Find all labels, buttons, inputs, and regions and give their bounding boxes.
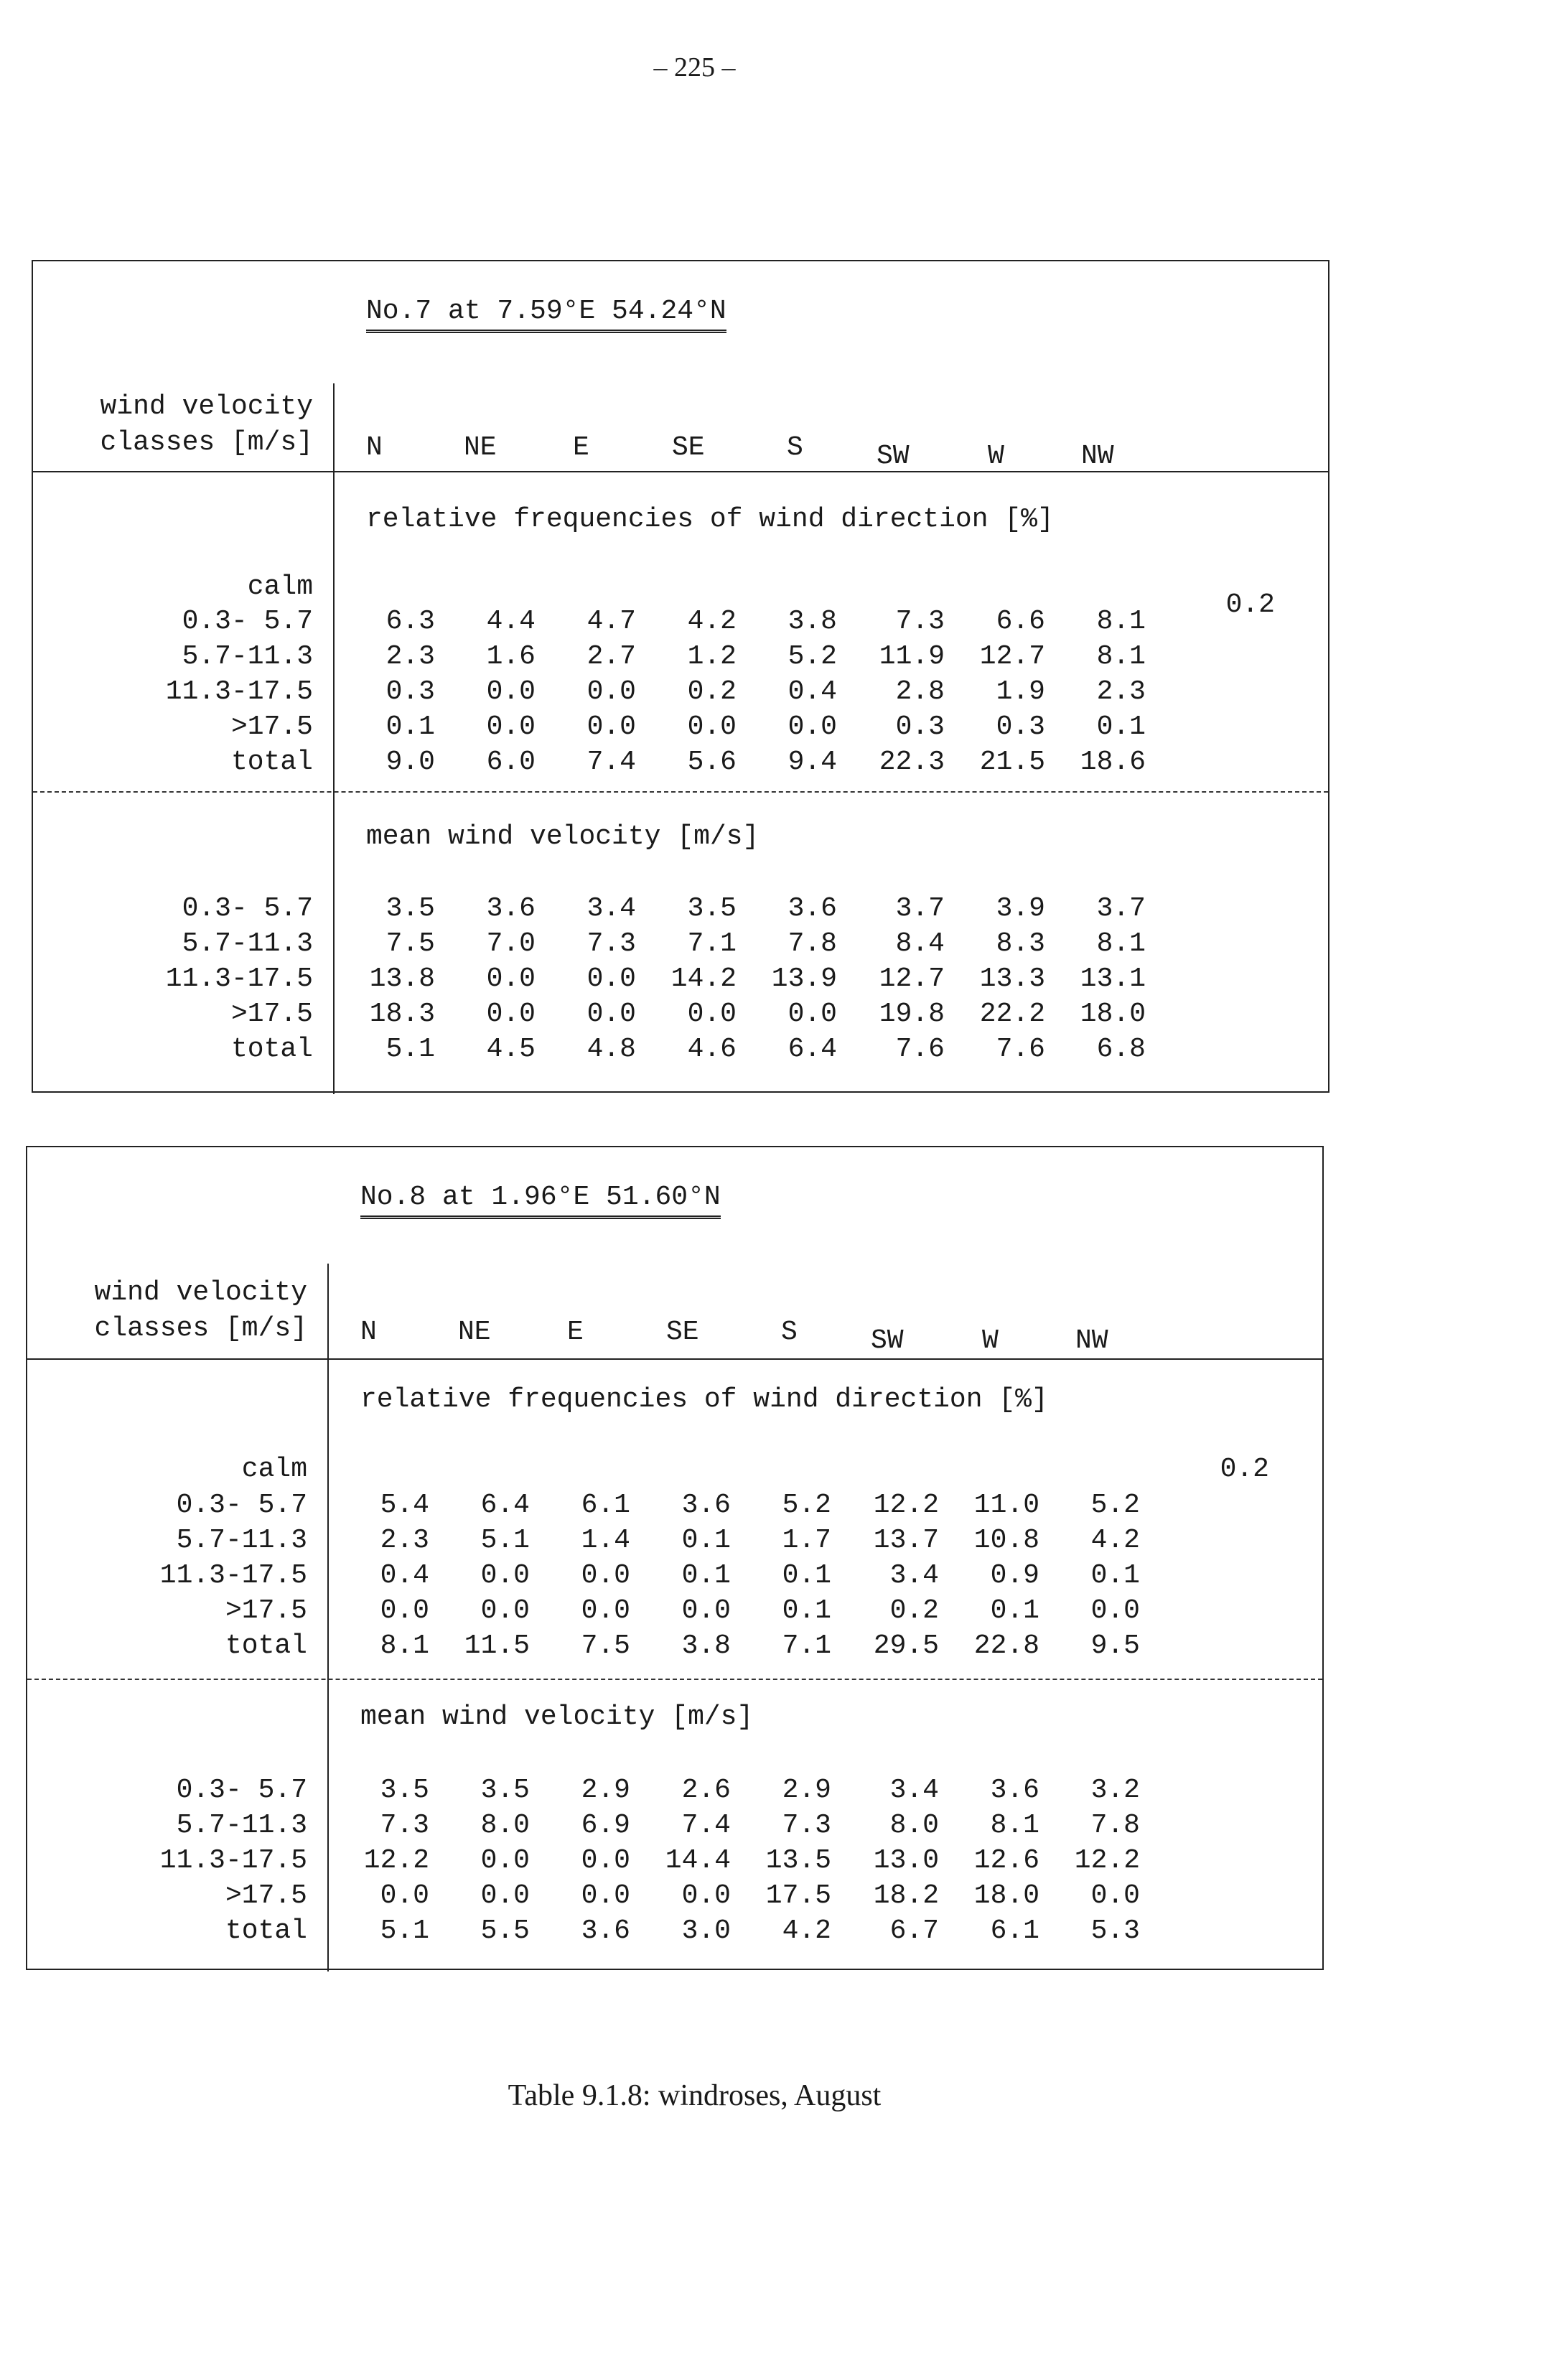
table-cell: 7.8 [1090, 1810, 1140, 1841]
table-cell: 4.2 [687, 606, 737, 637]
column-divider [327, 1264, 329, 1971]
table-cell: 6.9 [581, 1810, 630, 1841]
row-label: 5.7-11.3 [176, 1525, 307, 1556]
table-cell: 0.0 [687, 711, 737, 742]
table-cell: 1.4 [581, 1525, 630, 1556]
station-title: No.8 at 1.96°E 51.60°N [360, 1182, 721, 1219]
table-cell: 19.8 [879, 999, 945, 1030]
direction-header: NE [464, 432, 497, 463]
direction-header: N [360, 1317, 377, 1348]
velocity-class-label: wind velocity classes [m/s] [100, 391, 313, 458]
table-cell: 7.1 [782, 1630, 831, 1661]
table-cell: 6.8 [1096, 1034, 1146, 1065]
table-cell: 13.8 [369, 963, 435, 994]
table-cell: 4.2 [782, 1915, 831, 1946]
table-caption: Table 9.1.8: windroses, August [508, 2079, 882, 2112]
table-cell: 0.0 [480, 1560, 530, 1591]
table-cell: 4.2 [1090, 1525, 1140, 1556]
table-cell: 5.6 [687, 747, 737, 778]
table-cell: 12.2 [363, 1845, 429, 1876]
row-label: 11.3-17.5 [159, 1845, 307, 1876]
table-cell: 3.6 [486, 893, 536, 924]
table-cell: 5.2 [782, 1490, 831, 1521]
table-cell: 0.1 [681, 1525, 731, 1556]
table-cell: 0.0 [480, 1595, 530, 1626]
table-cell: 22.3 [879, 747, 945, 778]
header-rule [33, 471, 1328, 472]
table-cell: 0.0 [486, 676, 536, 707]
row-label: >17.5 [230, 999, 313, 1030]
table-cell: 4.7 [586, 606, 636, 637]
column-divider [333, 383, 335, 1094]
row-label: 0.3- 5.7 [176, 1775, 307, 1806]
table-cell: 7.3 [895, 606, 945, 637]
direction-header: E [567, 1317, 584, 1348]
table-cell: 7.1 [687, 928, 737, 959]
table-cell: 0.0 [586, 711, 636, 742]
table-cell: 0.0 [586, 963, 636, 994]
station-table-no8 [26, 1146, 1324, 1970]
table-cell: 9.4 [787, 747, 837, 778]
table-cell: 13.5 [765, 1845, 831, 1876]
calm-label: calm [241, 1454, 307, 1485]
row-label: 0.3- 5.7 [182, 893, 313, 924]
table-cell: 0.1 [782, 1560, 831, 1591]
row-label: >17.5 [225, 1595, 307, 1626]
table-cell: 22.2 [979, 999, 1045, 1030]
table-cell: 3.6 [581, 1915, 630, 1946]
table-cell: 4.8 [586, 1034, 636, 1065]
row-label: 5.7-11.3 [176, 1810, 307, 1841]
station-table-no7 [32, 260, 1329, 1093]
table-cell: 18.0 [1080, 999, 1146, 1030]
table-cell: 0.0 [486, 711, 536, 742]
direction-header: NW [1075, 1325, 1108, 1356]
table-cell: 3.9 [996, 893, 1045, 924]
table-cell: 0.3 [996, 711, 1045, 742]
table-cell: 0.0 [480, 1880, 530, 1911]
direction-header: N [366, 432, 383, 463]
table-cell: 7.8 [787, 928, 837, 959]
table-cell: 13.0 [873, 1845, 939, 1876]
table-cell: 11.5 [464, 1630, 530, 1661]
row-label: 5.7-11.3 [182, 641, 313, 672]
table-cell: 12.2 [1074, 1845, 1140, 1876]
table-cell: 4.5 [486, 1034, 536, 1065]
table-cell: 13.3 [979, 963, 1045, 994]
table-cell: 8.1 [1096, 928, 1146, 959]
row-label: 0.3- 5.7 [182, 606, 313, 637]
table-cell: 8.1 [990, 1810, 1039, 1841]
table-cell: 6.6 [996, 606, 1045, 637]
table-cell: 7.3 [380, 1810, 429, 1841]
row-label: total [230, 747, 313, 778]
row-label: >17.5 [230, 711, 313, 742]
mean-velocity-caption: mean wind velocity [m/s] [366, 821, 760, 852]
section-divider [33, 791, 1328, 793]
table-cell: 5.3 [1090, 1915, 1140, 1946]
direction-header: S [787, 432, 803, 463]
table-cell: 8.1 [380, 1630, 429, 1661]
table-cell: 8.1 [1096, 606, 1146, 637]
row-label: 11.3-17.5 [165, 963, 313, 994]
table-cell: 14.4 [665, 1845, 731, 1876]
table-cell: 7.6 [996, 1034, 1045, 1065]
table-cell: 0.0 [581, 1560, 630, 1591]
table-cell: 0.0 [1090, 1880, 1140, 1911]
direction-header: W [988, 441, 1004, 472]
table-cell: 0.0 [380, 1880, 429, 1911]
table-cell: 3.5 [687, 893, 737, 924]
mean-velocity-caption: mean wind velocity [m/s] [360, 1702, 754, 1732]
table-cell: 0.1 [990, 1595, 1039, 1626]
table-cell: 8.0 [480, 1810, 530, 1841]
direction-header: SE [666, 1317, 699, 1348]
table-cell: 2.7 [586, 641, 636, 672]
table-cell: 3.4 [586, 893, 636, 924]
table-cell: 18.2 [873, 1880, 939, 1911]
table-cell: 29.5 [873, 1630, 939, 1661]
table-cell: 0.0 [380, 1595, 429, 1626]
table-cell: 3.7 [1096, 893, 1146, 924]
table-cell: 8.3 [996, 928, 1045, 959]
direction-header: NW [1081, 441, 1114, 472]
table-cell: 0.1 [782, 1595, 831, 1626]
table-cell: 3.4 [889, 1775, 939, 1806]
calm-value: 0.2 [1220, 1454, 1269, 1485]
table-cell: 0.0 [581, 1845, 630, 1876]
table-cell: 11.9 [879, 641, 945, 672]
table-cell: 14.2 [670, 963, 737, 994]
row-label: total [225, 1630, 307, 1661]
table-cell: 0.2 [889, 1595, 939, 1626]
table-cell: 6.4 [480, 1490, 530, 1521]
table-cell: 13.9 [771, 963, 837, 994]
table-cell: 0.4 [787, 676, 837, 707]
table-cell: 8.4 [895, 928, 945, 959]
section-divider [27, 1679, 1322, 1680]
table-cell: 3.0 [681, 1915, 731, 1946]
row-label: 0.3- 5.7 [176, 1490, 307, 1521]
table-cell: 2.6 [681, 1775, 731, 1806]
table-cell: 17.5 [765, 1880, 831, 1911]
row-label: 11.3-17.5 [159, 1560, 307, 1591]
table-cell: 22.8 [973, 1630, 1039, 1661]
direction-header: S [781, 1317, 798, 1348]
table-cell: 4.6 [687, 1034, 737, 1065]
table-cell: 0.0 [586, 676, 636, 707]
station-title: No.7 at 7.59°E 54.24°N [366, 296, 726, 333]
table-cell: 9.5 [1090, 1630, 1140, 1661]
table-cell: 3.6 [990, 1775, 1039, 1806]
table-cell: 3.4 [889, 1560, 939, 1591]
table-cell: 1.9 [996, 676, 1045, 707]
table-cell: 0.1 [385, 711, 435, 742]
table-cell: 18.6 [1080, 747, 1146, 778]
table-cell: 6.3 [385, 606, 435, 637]
table-cell: 0.0 [787, 999, 837, 1030]
table-cell: 11.0 [973, 1490, 1039, 1521]
table-cell: 7.5 [581, 1630, 630, 1661]
table-cell: 2.3 [385, 641, 435, 672]
table-cell: 3.8 [681, 1630, 731, 1661]
table-cell: 3.2 [1090, 1775, 1140, 1806]
table-cell: 0.3 [895, 711, 945, 742]
velocity-class-label: wind velocity classes [m/s] [94, 1277, 307, 1344]
table-cell: 7.4 [586, 747, 636, 778]
table-cell: 2.9 [782, 1775, 831, 1806]
frequency-caption: relative frequencies of wind direction [%] [360, 1384, 1048, 1415]
table-cell: 5.5 [480, 1915, 530, 1946]
table-cell: 2.9 [581, 1775, 630, 1806]
table-cell: 5.2 [1090, 1490, 1140, 1521]
table-cell: 6.4 [787, 1034, 837, 1065]
table-cell: 3.7 [895, 893, 945, 924]
table-cell: 7.5 [385, 928, 435, 959]
table-cell: 3.6 [681, 1490, 731, 1521]
table-cell: 0.4 [380, 1560, 429, 1591]
table-cell: 21.5 [979, 747, 1045, 778]
row-label: >17.5 [225, 1880, 307, 1911]
table-cell: 7.4 [681, 1810, 731, 1841]
table-cell: 4.4 [486, 606, 536, 637]
table-cell: 0.0 [581, 1880, 630, 1911]
row-label: total [230, 1034, 313, 1065]
table-cell: 5.4 [380, 1490, 429, 1521]
table-cell: 8.0 [889, 1810, 939, 1841]
frequency-caption: relative frequencies of wind direction [%] [366, 504, 1054, 535]
table-cell: 5.1 [385, 1034, 435, 1065]
page-number: – 225 – [653, 52, 736, 83]
table-cell: 1.2 [687, 641, 737, 672]
table-cell: 0.9 [990, 1560, 1039, 1591]
table-cell: 0.1 [1090, 1560, 1140, 1591]
table-cell: 10.8 [973, 1525, 1039, 1556]
table-cell: 5.1 [380, 1915, 429, 1946]
table-cell: 1.7 [782, 1525, 831, 1556]
table-cell: 18.3 [369, 999, 435, 1030]
table-cell: 13.1 [1080, 963, 1146, 994]
table-cell: 7.3 [782, 1810, 831, 1841]
table-cell: 12.7 [879, 963, 945, 994]
table-cell: 0.0 [586, 999, 636, 1030]
table-cell: 5.2 [787, 641, 837, 672]
table-cell: 0.0 [687, 999, 737, 1030]
table-cell: 7.6 [895, 1034, 945, 1065]
table-cell: 3.8 [787, 606, 837, 637]
table-cell: 2.3 [380, 1525, 429, 1556]
direction-header: E [573, 432, 589, 463]
direction-header: NE [458, 1317, 491, 1348]
table-cell: 18.0 [973, 1880, 1039, 1911]
table-cell: 0.1 [1096, 711, 1146, 742]
table-cell: 0.0 [681, 1880, 731, 1911]
table-cell: 2.3 [1096, 676, 1146, 707]
table-cell: 5.1 [480, 1525, 530, 1556]
calm-label: calm [247, 571, 313, 602]
table-cell: 3.5 [480, 1775, 530, 1806]
table-cell: 6.1 [581, 1490, 630, 1521]
table-cell: 12.6 [973, 1845, 1039, 1876]
table-cell: 7.3 [586, 928, 636, 959]
table-cell: 0.3 [385, 676, 435, 707]
row-label: 5.7-11.3 [182, 928, 313, 959]
table-cell: 0.0 [1090, 1595, 1140, 1626]
table-cell: 0.0 [581, 1595, 630, 1626]
table-cell: 6.7 [889, 1915, 939, 1946]
table-cell: 3.5 [380, 1775, 429, 1806]
calm-value: 0.2 [1225, 589, 1275, 620]
table-cell: 3.6 [787, 893, 837, 924]
direction-header: SW [871, 1325, 904, 1356]
table-cell: 7.0 [486, 928, 536, 959]
table-cell: 12.2 [873, 1490, 939, 1521]
table-cell: 13.7 [873, 1525, 939, 1556]
table-cell: 6.1 [990, 1915, 1039, 1946]
table-cell: 3.5 [385, 893, 435, 924]
table-cell: 0.0 [486, 963, 536, 994]
table-cell: 0.0 [486, 999, 536, 1030]
table-cell: 2.8 [895, 676, 945, 707]
table-cell: 9.0 [385, 747, 435, 778]
direction-header: W [982, 1325, 999, 1356]
table-cell: 0.0 [787, 711, 837, 742]
table-cell: 0.2 [687, 676, 737, 707]
table-cell: 0.0 [480, 1845, 530, 1876]
table-cell: 6.0 [486, 747, 536, 778]
header-rule [27, 1358, 1322, 1360]
table-cell: 1.6 [486, 641, 536, 672]
table-cell: 0.0 [681, 1595, 731, 1626]
table-cell: 8.1 [1096, 641, 1146, 672]
row-label: total [225, 1915, 307, 1946]
table-cell: 0.1 [681, 1560, 731, 1591]
direction-header: SE [672, 432, 705, 463]
row-label: 11.3-17.5 [165, 676, 313, 707]
table-cell: 12.7 [979, 641, 1045, 672]
direction-header: SW [877, 441, 910, 472]
